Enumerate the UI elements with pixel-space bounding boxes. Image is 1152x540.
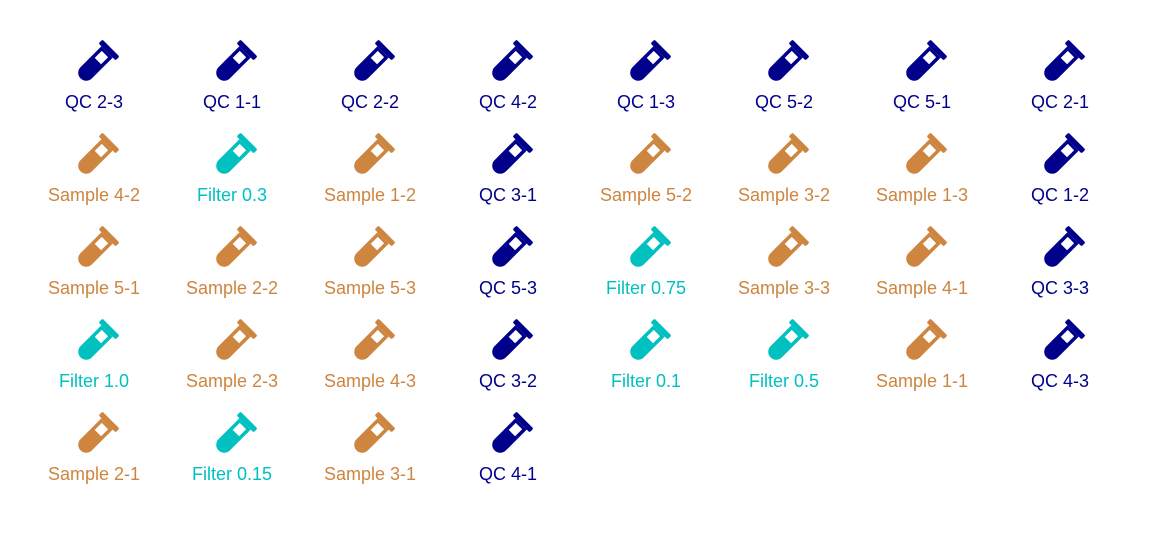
tube-item-qc — [439, 412, 577, 505]
tube-label: Sample 1-3 — [875, 185, 969, 205]
tube-item-qc — [439, 133, 577, 226]
tube-label: Sample 1-2 — [323, 185, 417, 205]
tube-item-sample — [301, 319, 439, 412]
tube-item-sample — [853, 226, 991, 319]
test-tube-icon — [207, 412, 257, 462]
tube-item-filter — [715, 319, 853, 412]
tube-item-sample — [577, 133, 715, 226]
test-tube-icon — [759, 319, 809, 369]
test-tube-icon — [621, 133, 671, 183]
tube-label: Sample 5-3 — [323, 278, 417, 298]
test-tube-icon — [69, 319, 119, 369]
test-tube-icon — [345, 226, 395, 276]
tube-item-sample — [25, 133, 163, 226]
test-tube-icon — [621, 40, 671, 90]
test-tube-icon — [345, 412, 395, 462]
tube-label: Filter 0.75 — [605, 278, 687, 298]
tube-item-qc — [25, 40, 163, 133]
tube-label: QC 5-1 — [892, 92, 952, 112]
test-tube-icon — [1035, 226, 1085, 276]
tube-item-qc — [163, 40, 301, 133]
tube-item-qc — [991, 226, 1129, 319]
test-tube-icon — [759, 133, 809, 183]
tube-label: QC 1-1 — [202, 92, 262, 112]
test-tube-icon — [483, 412, 533, 462]
tube-item-sample — [163, 226, 301, 319]
tube-label: Sample 5-2 — [599, 185, 693, 205]
test-tube-icon — [897, 226, 947, 276]
tube-label: Sample 2-3 — [185, 371, 279, 391]
test-tube-icon — [897, 133, 947, 183]
tube-item-sample — [25, 226, 163, 319]
test-tube-icon — [1035, 319, 1085, 369]
tube-item-filter — [577, 319, 715, 412]
tube-label: QC 5-3 — [478, 278, 538, 298]
tube-label: QC 1-2 — [1030, 185, 1090, 205]
tube-item-qc — [991, 319, 1129, 412]
tube-item-filter — [163, 133, 301, 226]
tube-item-sample — [853, 133, 991, 226]
tube-item-sample — [301, 412, 439, 505]
tube-label: QC 4-2 — [478, 92, 538, 112]
tube-item-qc — [439, 40, 577, 133]
test-tube-icon — [1035, 40, 1085, 90]
tube-label: Sample 2-2 — [185, 278, 279, 298]
tube-label: Filter 0.15 — [191, 464, 273, 484]
test-tube-icon — [483, 226, 533, 276]
test-tube-icon — [897, 319, 947, 369]
test-tube-icon — [483, 133, 533, 183]
tube-label: Filter 1.0 — [58, 371, 130, 391]
test-tube-icon — [759, 226, 809, 276]
tube-item-qc — [853, 40, 991, 133]
test-tube-icon — [69, 412, 119, 462]
tube-label: QC 4-3 — [1030, 371, 1090, 391]
tube-label: QC 2-1 — [1030, 92, 1090, 112]
tube-label: Sample 1-1 — [875, 371, 969, 391]
tube-label: Sample 3-3 — [737, 278, 831, 298]
tube-item-qc — [991, 133, 1129, 226]
tube-item-sample — [301, 133, 439, 226]
tube-item-qc — [715, 40, 853, 133]
tube-item-qc — [991, 40, 1129, 133]
tube-item-qc — [439, 226, 577, 319]
tube-item-sample — [715, 133, 853, 226]
tube-label: QC 5-2 — [754, 92, 814, 112]
tube-label: Sample 4-1 — [875, 278, 969, 298]
test-tube-grid — [25, 40, 1129, 505]
test-tube-icon — [759, 40, 809, 90]
tube-item-qc — [439, 319, 577, 412]
tube-item-qc — [301, 40, 439, 133]
tube-label: Filter 0.5 — [748, 371, 820, 391]
tube-label: QC 1-3 — [616, 92, 676, 112]
tube-label: Sample 4-3 — [323, 371, 417, 391]
tube-label: QC 4-1 — [478, 464, 538, 484]
tube-label: Filter 0.1 — [610, 371, 682, 391]
tube-label: QC 3-3 — [1030, 278, 1090, 298]
test-tube-icon — [345, 40, 395, 90]
tube-label: Sample 3-1 — [323, 464, 417, 484]
tube-label: Sample 5-1 — [47, 278, 141, 298]
tube-label: QC 2-3 — [64, 92, 124, 112]
test-tube-icon — [69, 133, 119, 183]
test-tube-icon — [897, 40, 947, 90]
test-tube-icon — [207, 319, 257, 369]
tube-item-filter — [577, 226, 715, 319]
test-tube-icon — [1035, 133, 1085, 183]
tube-label: QC 2-2 — [340, 92, 400, 112]
test-tube-icon — [345, 319, 395, 369]
test-tube-icon — [207, 133, 257, 183]
tube-item-sample — [25, 412, 163, 505]
test-tube-icon — [483, 40, 533, 90]
tube-item-filter — [163, 412, 301, 505]
tube-label: QC 3-2 — [478, 371, 538, 391]
tube-item-filter — [25, 319, 163, 412]
test-tube-icon — [207, 40, 257, 90]
tube-item-qc — [577, 40, 715, 133]
test-tube-icon — [621, 226, 671, 276]
tube-label: Sample 4-2 — [47, 185, 141, 205]
tube-item-sample — [301, 226, 439, 319]
test-tube-icon — [483, 319, 533, 369]
test-tube-icon — [207, 226, 257, 276]
test-tube-icon — [345, 133, 395, 183]
tube-item-sample — [715, 226, 853, 319]
test-tube-icon — [69, 40, 119, 90]
tube-label: QC 3-1 — [478, 185, 538, 205]
tube-label: Sample 3-2 — [737, 185, 831, 205]
test-tube-icon — [621, 319, 671, 369]
test-tube-icon — [69, 226, 119, 276]
tube-item-sample — [163, 319, 301, 412]
tube-label: Sample 2-1 — [47, 464, 141, 484]
tube-item-sample — [853, 319, 991, 412]
tube-label: Filter 0.3 — [196, 185, 268, 205]
